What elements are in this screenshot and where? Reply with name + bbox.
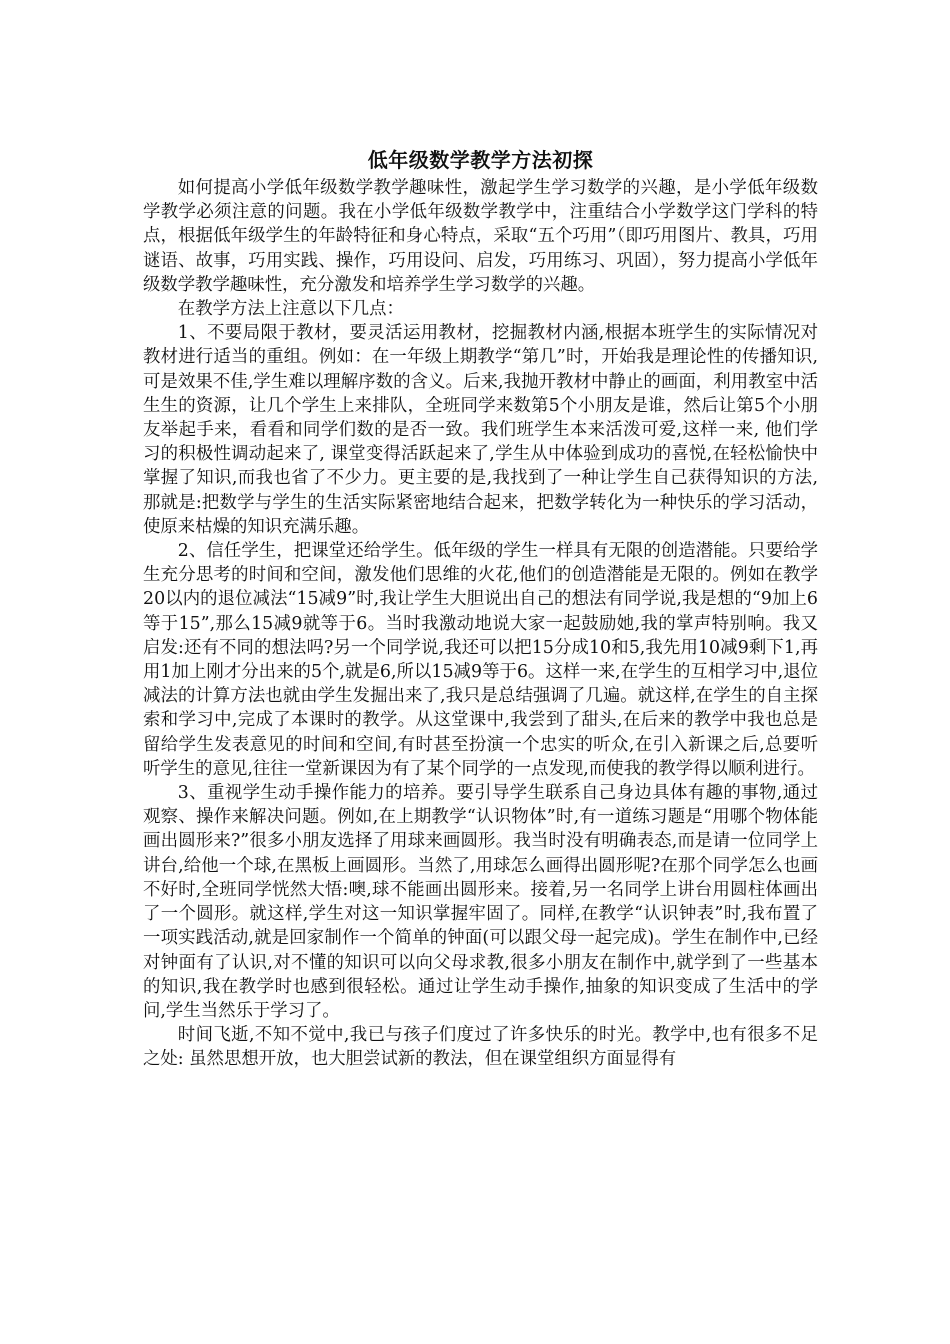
paragraph-reflection: 时间飞逝,不知不觉中,我已与孩子们度过了许多快乐的时光。教学中,也有很多不足之处: 虽然思想开放，也大胆尝试新的教法，但在课堂组织方面显得有 (143, 1025, 818, 1070)
paragraph-point-3: 3、重视学生动手操作能力的培养。要引导学生联系自己身边具体有趣的事物,通过观察、操作来解决问题。例如,在上期教学“认识物体”时,有一道练习题是“用哪个物体能画出圆形来?”很多小朋友选择了用球来画圆形。我当时没有明确表态,而是请一位同学上讲台,给他一个球,在黑板上画圆形。当然了,用球怎么画得出圆形呢?在那个同学怎么也画不好时,全班同学恍然大悟:噢,球不能画出圆形来。接着,另一名同学上讲台用圆柱体画出了一个圆形。就这样,学生对这一知识掌握牢固了。同样,在教学“认识钟表”时,我布置了一项实践活动,就是回家制作一个简单的钟面(可以跟父母一起完成)。学生在制作中,已经对钟面有了认识,对不懂的知识可以向父母求教,很多小朋友在制作中,就学到了一些基本的知识,我在教学时也感到很轻松。通过让学生动手操作,抽象的知识变成了生活中的学问,学生当然乐于学习了。 (143, 783, 818, 1021)
paragraph-intro: 如何提高小学低年级数学教学趣味性，激起学生学习数学的兴趣，是小学低年级数学教学必须注意的问题。我在小学低年级数学教学中，注重结合小学数学这门学科的特点，根据低年级学生的年龄特征和身心特点，采取“五个巧用”（即巧用图片、教具，巧用谜语、故事，巧用实践、操作，巧用设问、启发，巧用练习、巩固），努力提高小学低年级数学教学趣味性，充分激发和培养学生学习数学的兴趣。 (143, 178, 818, 295)
paragraph-point-2: 2、信任学生，把课堂还给学生。低年级的学生一样具有无限的创造潜能。只要给学生充分思考的时间和空间，激发他们思维的火花,他们的创造潜能是无限的。例如在教学20以内的退位减法“15减9”时,我让学生大胆说出自己的想法有同学说,我是想的“9加上6等于15”,那么15减9就等于6。当时我激动地说大家一起鼓励她,我的掌声特别响。我又启发:还有不同的想法吗?另一个同学说,我还可以把15分成10和5,我先用10减9剩下1,再用1加上刚才分出来的5个,就是6,所以15减9等于6。这样一来,在学生的互相学习中,退位减法的计算方法也就由学生发掘出来了,我只是总结强调了几遍。就这样,在学生的自主探索和学习中,完成了本课时的教学。从这堂课中,我尝到了甜头,在后来的教学中我也总是留给学生发表意见的时间和空间,有时甚至扮演一个忠实的听众,在引入新课之后,总要听听学生的意见,往往一堂新课因为有了某个同学的一点发现,而使我的教学得以顺利进行。 (143, 541, 818, 779)
paragraph-methods-lead: 在教学方法上注意以下几点： (177, 299, 404, 320)
document-page (143, 146, 818, 1072)
paragraph-point-1: 1、不要局限于教材，要灵活运用教材，挖掘教材内涵,根据本班学生的实际情况对教材进行适当的重组。例如：在一年级上期教学“第几”时，开始我是理论性的传播知识,可是效果不佳,学生难以理解序数的含义。后来,我抛开教材中静止的画面，利用教室中活生生的资源，让几个学生上来排队，全班同学来数第5个小朋友是谁，然后让第5个小朋友举起手来，看看和同学们数的是否一致。我们班学生本来活泼可爱,这样一来, 他们学习的积极性调动起来了, 课堂变得活跃起来了,学生从中体验到成功的喜悦,在轻松愉快中掌握了知识,而我也省了不少力。更主要的是,我找到了一种让学生自己获得知识的方法,那就是:把数学与学生的生活实际紧密地结合起来，把数学转化为一种快乐的学习活动，使原来枯燥的知识充满乐趣。 (143, 323, 818, 537)
document-title: 低年级数学教学方法初探 (367, 148, 594, 172)
